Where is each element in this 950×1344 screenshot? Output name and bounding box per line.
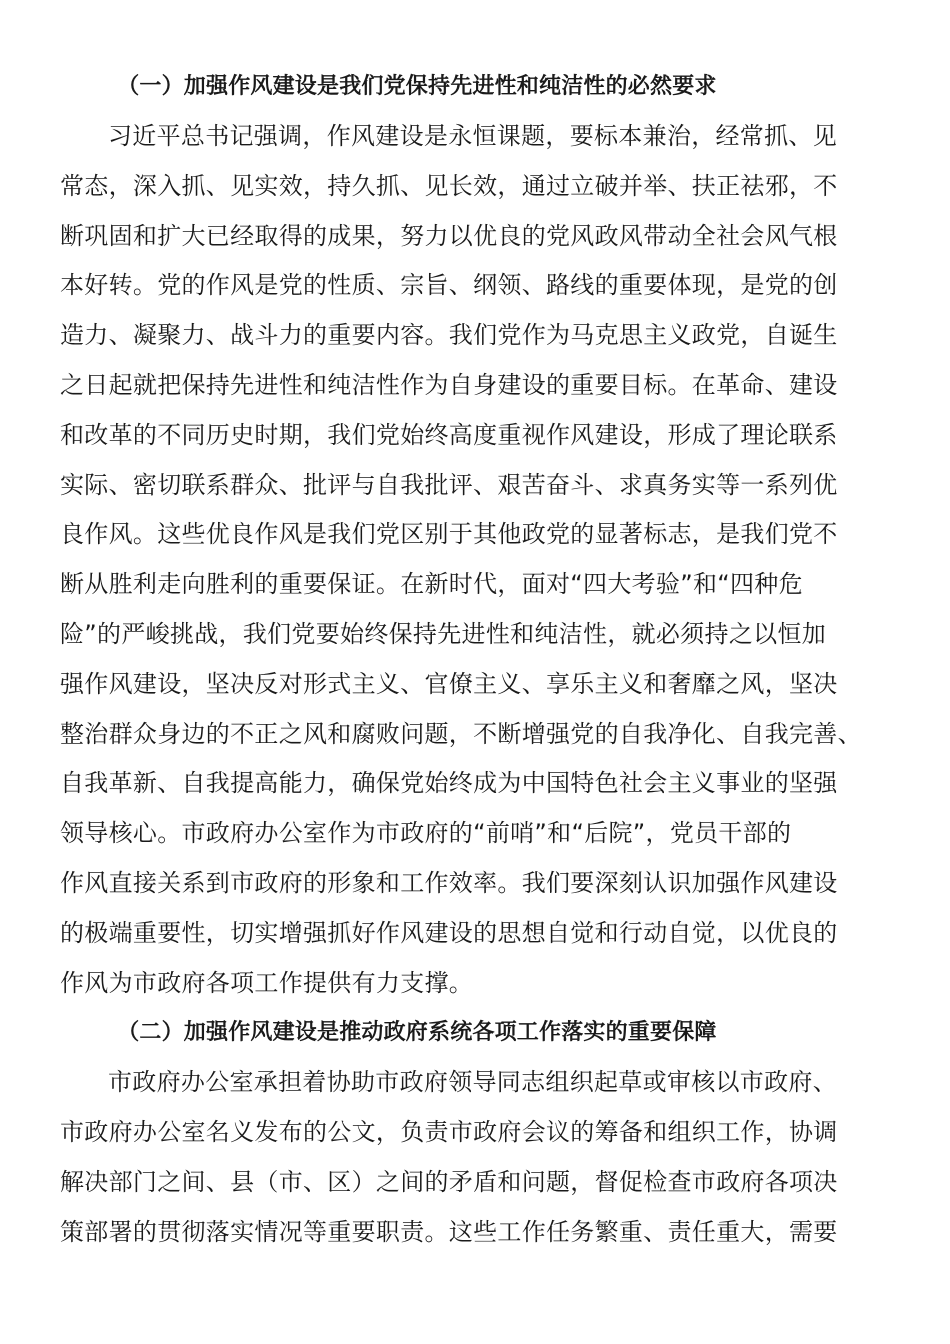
- paragraph-line: 实际、密切联系群众、批评与自我批评、艰苦奋斗、求真务实等一系列优: [60, 470, 838, 499]
- paragraph-line: 之日起就把保持先进性和纯洁性作为自身建设的重要目标。在革命、建设: [60, 370, 838, 399]
- document-page: [60, 62, 886, 1258]
- paragraph-line: 险”的严峻挑战，我们党要始终保持先进性和纯洁性，就必须持之以恒加: [60, 619, 827, 648]
- paragraph-line: 解决部门之间、县（市、区）之间的矛盾和问题，督促检查市政府各项决: [60, 1167, 838, 1196]
- paragraph-line: 本好转。党的作风是党的性质、宗旨、纲领、路线的重要体现，是党的创: [60, 271, 838, 300]
- paragraph-line: 市政府办公室名义发布的公文，负责市政府会议的筹备和组织工作，协调: [60, 1118, 838, 1147]
- paragraph-line: 和改革的不同历史时期，我们党始终高度重视作风建设，形成了理论联系: [60, 420, 838, 449]
- section-2-heading: （二）加强作风建设是推动政府系统各项工作落实的重要保障: [117, 1020, 717, 1046]
- paragraph-line: 市政府办公室承担着协助市政府领导同志组织起草或审核以市政府、: [108, 1068, 837, 1097]
- paragraph-line: 策部署的贯彻落实情况等重要职责。这些工作任务繁重、责任重大，需要: [60, 1217, 838, 1246]
- section-1-heading: （一）加强作风建设是我们党保持先进性和纯洁性的必然要求: [117, 74, 717, 99]
- section-2-paragraph: [60, 1058, 886, 1257]
- paragraph-line: 习近平总书记强调，作风建设是永恒课题，要标本兼治，经常抓、见: [108, 122, 837, 150]
- paragraph-line: 领导核心。市政府办公室作为市政府的“前哨”和“后院”，党员干部的: [60, 819, 792, 848]
- paragraph-line: 作风直接关系到市政府的形象和工作效率。我们要深刻认识加强作风建设: [60, 868, 838, 897]
- paragraph-line: 整治群众身边的不正之风和腐败问题，不断增强党的自我净化、自我完善、: [60, 719, 862, 748]
- paragraph-line: 作风为市政府各项工作提供有力支撑。: [60, 968, 474, 997]
- section-1-paragraph: [60, 112, 886, 1008]
- paragraph-line: 断从胜利走向胜利的重要保证。在新时代，面对“四大考验”和“四种危: [60, 570, 803, 599]
- paragraph-line: 强作风建设，坚决反对形式主义、官僚主义、享乐主义和奢靡之风，坚决: [60, 669, 838, 698]
- paragraph-line: 造力、凝聚力、战斗力的重要内容。我们党作为马克思主义政党，自诞生: [60, 321, 838, 350]
- paragraph-line: 的极端重要性，切实增强抓好作风建设的思想自觉和行动自觉，以优良的: [60, 918, 838, 947]
- paragraph-line: 常态，深入抓、见实效，持久抓、见长效，通过立破并举、扶正祛邪，不: [60, 171, 838, 200]
- paragraph-line: 良作风。这些优良作风是我们党区别于其他政党的显著标志，是我们党不: [60, 520, 838, 549]
- paragraph-line: 断巩固和扩大已经取得的成果，努力以优良的党风政风带动全社会风气根: [60, 221, 838, 250]
- paragraph-line: 自我革新、自我提高能力，确保党始终成为中国特色社会主义事业的坚强: [60, 769, 838, 798]
